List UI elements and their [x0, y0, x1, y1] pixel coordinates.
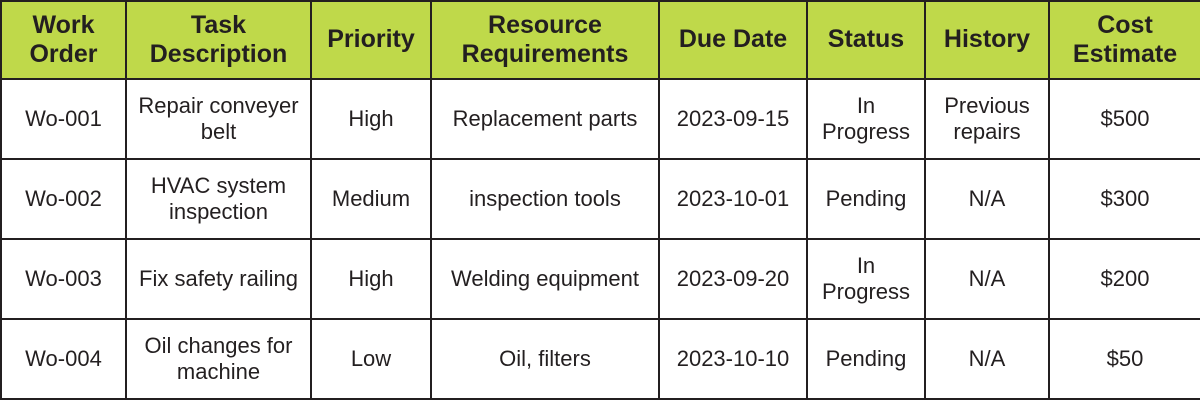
- cell-work-order: Wo-003: [1, 239, 126, 319]
- cell-history: N/A: [925, 159, 1049, 239]
- column-header-priority: Priority: [311, 1, 431, 79]
- cell-work-order: Wo-002: [1, 159, 126, 239]
- table-row: [1, 159, 1200, 239]
- cell-cost-estimate: $200: [1049, 239, 1200, 319]
- table-header: [1, 1, 1200, 79]
- table-row: [1, 79, 1200, 159]
- column-header-status: Status: [807, 1, 925, 79]
- cell-priority: Medium: [311, 159, 431, 239]
- cell-work-order: Wo-001: [1, 79, 126, 159]
- cell-resource-requirements: Replacement parts: [431, 79, 659, 159]
- column-header-resource-requirements: Resource Requirements: [431, 1, 659, 79]
- cell-task-description: Repair conveyer belt: [126, 79, 311, 159]
- cell-history: N/A: [925, 319, 1049, 399]
- cell-cost-estimate: $300: [1049, 159, 1200, 239]
- table-row: [1, 239, 1200, 319]
- column-header-history: History: [925, 1, 1049, 79]
- cell-cost-estimate: $500: [1049, 79, 1200, 159]
- cell-resource-requirements: Oil, filters: [431, 319, 659, 399]
- cell-history: Previous repairs: [925, 79, 1049, 159]
- column-header-cost-estimate: Cost Estimate: [1049, 1, 1200, 79]
- cell-due-date: 2023-10-01: [659, 159, 807, 239]
- cell-resource-requirements: inspection tools: [431, 159, 659, 239]
- cell-due-date: 2023-09-15: [659, 79, 807, 159]
- cell-task-description: HVAC system inspection: [126, 159, 311, 239]
- cell-work-order: Wo-004: [1, 319, 126, 399]
- table-header-row: [1, 1, 1200, 79]
- cell-task-description: Oil changes for machine: [126, 319, 311, 399]
- table-body: [1, 79, 1200, 399]
- cell-status: Pending: [807, 319, 925, 399]
- cell-history: N/A: [925, 239, 1049, 319]
- cell-priority: High: [311, 239, 431, 319]
- cell-status: Pending: [807, 159, 925, 239]
- cell-task-description: Fix safety railing: [126, 239, 311, 319]
- cell-cost-estimate: $50: [1049, 319, 1200, 399]
- column-header-due-date: Due Date: [659, 1, 807, 79]
- cell-resource-requirements: Welding equipment: [431, 239, 659, 319]
- column-header-task-description: Task Description: [126, 1, 311, 79]
- cell-due-date: 2023-10-10: [659, 319, 807, 399]
- table-row: [1, 319, 1200, 399]
- cell-priority: High: [311, 79, 431, 159]
- column-header-work-order: Work Order: [1, 1, 126, 79]
- cell-status: In Progress: [807, 239, 925, 319]
- cell-due-date: 2023-09-20: [659, 239, 807, 319]
- cell-priority: Low: [311, 319, 431, 399]
- cell-status: In Progress: [807, 79, 925, 159]
